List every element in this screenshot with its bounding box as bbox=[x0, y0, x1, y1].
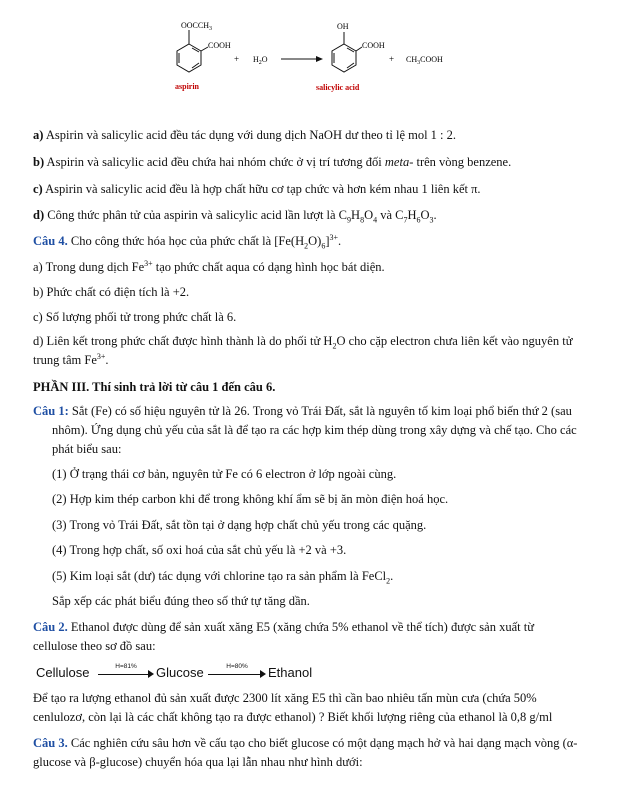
statement-c: c) Aspirin và salicylic acid đều là hợp chất hữu cơ tạp chức và hơn kém nhau 1 liên kết π. bbox=[33, 182, 481, 196]
q1-statement-4: (4) Trong hợp chất, số oxi hoá của sắt chủ yếu là +2 và +3. bbox=[52, 543, 347, 557]
aspirin-label: aspirin bbox=[175, 82, 200, 91]
question-2-line1: Câu 2. Ethanol được dùng để sản xuất xăng E5 (xăng chứa 5% ethanol về thể tích) được sản xuất từ bbox=[33, 620, 534, 634]
conversion-scheme bbox=[36, 663, 596, 683]
q1-statement-3: (3) Trong vỏ Trái Đất, sắt tồn tại ở dạng hợp chất chủ yếu trong các quặng. bbox=[52, 518, 427, 532]
ethanol-term: Ethanol bbox=[268, 665, 313, 680]
salicylic-acid-structure bbox=[332, 32, 362, 72]
q1-instruction: Sắp xếp các phát biểu đúng theo số thứ tự tăng dần. bbox=[52, 594, 310, 608]
water-formula: $H_2O$ bbox=[253, 55, 268, 66]
q4-statement-c: c) Số lượng phối tử trong phức chất là 6. bbox=[33, 310, 237, 324]
aspirin-substituent-1: $OOCCH_3$ bbox=[181, 21, 213, 32]
question-1-line3: phát biểu sau: bbox=[52, 442, 122, 456]
question-3-line2: glucose và β-glucose) chuyển hóa qua lại lẫn nhau như hình dưới: bbox=[33, 755, 363, 769]
question-4-stem: Câu 4. Cho công thức hóa học của phức chất là $[Fe(H_2O)_6]^{3+}$. bbox=[33, 232, 342, 251]
arrow-81 bbox=[98, 663, 154, 681]
q4-statement-b: b) Phức chất có điện tích là +2. bbox=[33, 285, 190, 299]
question-1-line2: nhôm). Ứng dụng chủ yếu của sắt là để tạo ra các hợp kim thép dùng trong xây dựng và chế tạo. Cho các bbox=[52, 423, 577, 437]
q4-statement-d-line2: trung tâm $Fe^{3+}$. bbox=[33, 351, 109, 367]
part-3-heading: PHẦN III. Thí sinh trả lời từ câu 1 đến câu 6. bbox=[33, 380, 276, 394]
glucose-term: Glucose bbox=[156, 665, 204, 680]
reaction-scheme bbox=[0, 0, 618, 100]
aspirin-structure bbox=[177, 30, 208, 72]
arrow-80-condition: H=80% bbox=[226, 663, 248, 670]
salicylic-acid-label: salicylic acid bbox=[316, 83, 360, 92]
arrow-81-condition: H=81% bbox=[115, 663, 137, 670]
statement-a: a) Aspirin và salicylic acid đều tác dụng với dung dịch NaOH dư theo tỉ lệ mol 1 : 2. bbox=[33, 128, 457, 142]
q4-statement-d-line1: d) Liên kết trong phức chất được hình thành là do phối tử $H_2O$ cho cặp electron chưa liên kết vào nguyên tử bbox=[33, 334, 573, 351]
question-2-line3: Để tạo ra lượng ethanol đủ sản xuất được 2300 lít xăng E5 thì cần bao nhiêu tấn mùn cưa (chứa 50% bbox=[33, 691, 537, 705]
salicylic-substituent-2: COOH bbox=[362, 41, 385, 50]
q4-statement-a: a) Trong dung dịch $Fe^{3+}$ tạo phức chất aqua có dạng hình học bát diện. bbox=[33, 258, 385, 274]
question-2-line2: cellulose theo sơ đồ sau: bbox=[33, 639, 156, 653]
reaction-arrow bbox=[281, 56, 323, 62]
plus-sign-1: + bbox=[234, 54, 240, 64]
statement-b: b) Aspirin và salicylic acid đều chứa hai nhóm chức ở vị trí tương đối meta- trên vòng benzene. bbox=[33, 155, 512, 169]
q1-statement-2: (2) Hợp kim thép carbon khi để trong không khí ẩm sẽ bị ăn mòn điện hoá học. bbox=[52, 492, 449, 506]
statement-d: d) Công thức phân tử của aspirin và salicylic acid lần lượt là $C_9H_8O_4$ và $C_7H_6O_3$. bbox=[33, 208, 437, 225]
arrow-80 bbox=[208, 663, 266, 681]
salicylic-substituent-1: OH bbox=[337, 22, 349, 31]
cellulose-term: Cellulose bbox=[36, 665, 90, 680]
question-2-line4: cenlulozơ, còn lại là các chất không tạo ra được ethanol) ? Biết khối lượng riêng của ethanol là 0,8 g/ml bbox=[33, 710, 553, 724]
question-3-line1: Câu 3. Các nghiên cứu sâu hơn về cấu tạo cho biết glucose có một dạng mạch hở và hai dạng mạch vòng (α- bbox=[33, 736, 578, 750]
question-1-line1: Câu 1: Sắt (Fe) có số hiệu nguyên tử là 26. Trong vỏ Trái Đất, sắt là nguyên tố kim loại phổ biến thứ 2 (sau bbox=[33, 404, 572, 418]
q1-statement-1: (1) Ở trạng thái cơ bản, nguyên tử Fe có 6 electron ở lớp ngoài cùng. bbox=[52, 467, 397, 481]
acetic-acid-formula: $CH_3COOH$ bbox=[406, 55, 443, 66]
q1-statement-5: (5) Kim loại sắt (dư) tác dụng với chlorine tạo ra sản phẩm là FeCl$_2$. bbox=[52, 569, 394, 586]
aspirin-substituent-2: COOH bbox=[208, 41, 231, 50]
plus-sign-2: + bbox=[389, 54, 395, 64]
